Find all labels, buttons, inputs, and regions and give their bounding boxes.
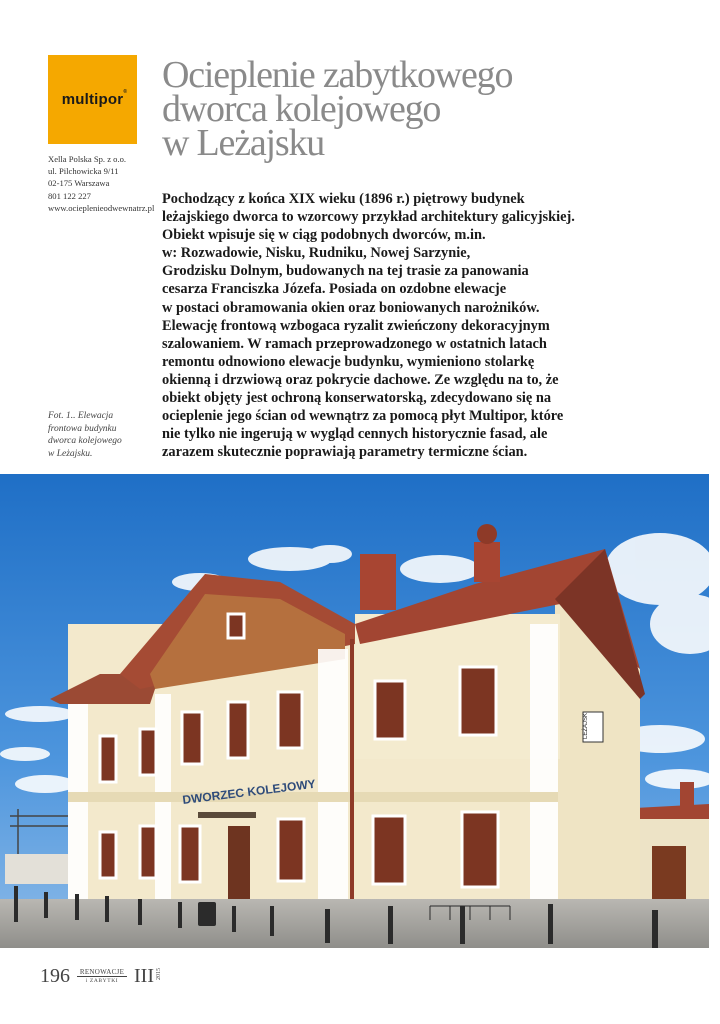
photo-caption	[48, 410, 148, 460]
side-sign: LEŻAJSK	[583, 712, 589, 739]
company-name: Xella Polska Sp. z o.o.	[48, 154, 127, 164]
lead-line: obiekt objęty jest ochroną konserwatorską, zdecydowano się na	[162, 390, 552, 407]
lead-line: leżajskiego dworca to wzorcowy przykład architektury galicyjskiej.	[162, 209, 575, 226]
lead-line: w: Rozwadowie, Nisku, Rudniku, Nowej Sarzynie,	[162, 245, 471, 262]
lead-line: w postaci obramowania okien oraz boniowanych narożników.	[162, 299, 540, 316]
lead-line: remontu odnowiono elewacje budynku, wymieniono stolarkę	[162, 353, 535, 370]
chimney-right	[474, 542, 500, 582]
magazine-line-1: RENOWACJE	[77, 968, 127, 977]
logo-wordmark: multipor ®	[61, 89, 128, 108]
page-footer	[40, 962, 240, 992]
drain-pipe	[350, 639, 354, 919]
company-phone: 801 122 227	[48, 190, 91, 201]
chimney-left	[360, 554, 396, 610]
lead-line: Elewację frontową wzbogaca ryzalit zwieńczony dekoracyjnym	[162, 317, 550, 334]
issue-number: III	[134, 965, 154, 987]
title-line: Ocieplenie zabytkowego	[162, 54, 513, 96]
caption-line: w Leżajsku.	[48, 448, 93, 459]
lead-line: okienną i drzwiową oraz pokrycie dachowe. Ze względu na to, że	[162, 371, 559, 388]
station-photo	[0, 474, 709, 948]
lead-line: zarazem skutecznie poprawiają parametry termiczne ścian.	[162, 444, 528, 461]
magazine-line-2: i ZABYTKI	[85, 978, 119, 984]
station-sign: DWORZEC KOLEJOWY	[181, 776, 317, 807]
left-building	[5, 854, 75, 884]
lead-line: ocieplenie jego ścian od wewnątrz za pomocą płyt Multipor, które	[162, 408, 564, 425]
issue-year: 2015	[156, 968, 162, 980]
multipor-logo	[48, 55, 137, 144]
lead-paragraph	[162, 190, 682, 461]
title-line: w Leżajsku	[162, 122, 325, 164]
entrance-canopy	[198, 812, 256, 818]
lead-line: szalowaniem. W ramach przeprowadzonego w ostatnich latach	[162, 335, 547, 352]
cornice	[68, 792, 558, 802]
company-website[interactable]: www.ocieplenieodwewnatrz.pl	[48, 202, 155, 213]
entrance-door	[228, 826, 250, 908]
company-contact	[48, 153, 158, 214]
caption-line: frontowa budynku	[48, 423, 117, 434]
chimney-cap	[477, 524, 497, 544]
lead-line: Grodzisku Dolnym, budowanych na tej trasie za panowania	[162, 263, 529, 280]
magazine-name	[77, 968, 127, 985]
lead-line: cesarza Franciszka Józefa. Posiada on ozdobne elewacje	[162, 281, 507, 298]
company-street: ul. Pilchowicka 9/11	[48, 166, 119, 177]
lead-line: Pochodzący z końca XIX wieku (1896 r.) piętrowy budynek	[162, 191, 525, 207]
caption-line: dworca kolejowego	[48, 436, 122, 446]
lead-line: nie tylko nie ingerują w wygląd cennych historycznie fasad, ale	[162, 426, 548, 443]
article-title	[162, 54, 682, 164]
lead-line: Obiekt wpisuje się w ciąg podobnych dworców, m.in.	[162, 227, 486, 244]
page-number: 196	[40, 965, 70, 987]
company-city: 02-175 Warszawa	[48, 178, 110, 189]
caption-line: Fot. 1.. Elewacja	[48, 411, 114, 421]
title-line: dworca kolejowego	[162, 88, 441, 130]
annex-chimney	[680, 782, 694, 808]
